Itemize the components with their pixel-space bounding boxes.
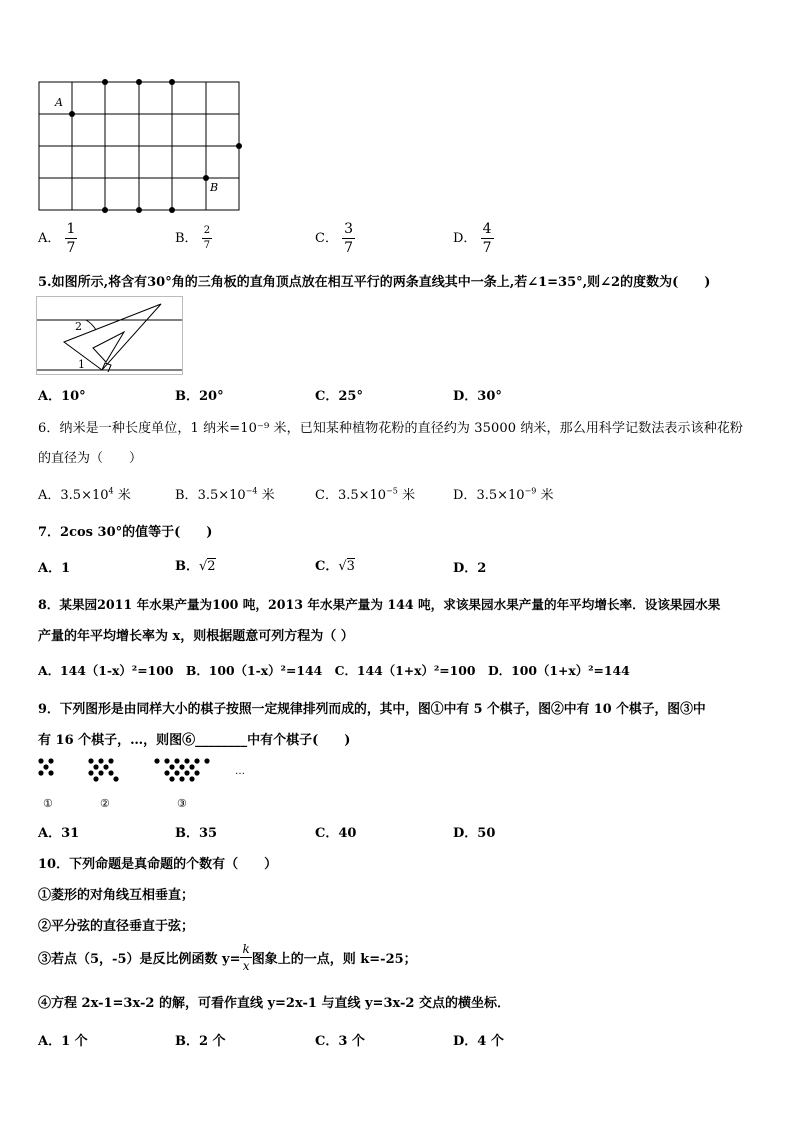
q9-option-a: A．31: [38, 826, 80, 841]
q9-stem-line2: 有 16 个棋子，…，则图⑥________中有个棋子( ): [38, 733, 351, 748]
q10-item-1: ①菱形的对角线互相垂直；: [38, 888, 195, 903]
q7-option-b: B．√2: [175, 559, 216, 574]
q10-item-2: ②平分弦的直径垂直于弦；: [38, 919, 195, 934]
chess-fig-label-3: ③: [177, 797, 187, 810]
chess-fig-label-1: ①: [43, 797, 53, 810]
q9-stem-line1: 9．下列图形是由同样大小的棋子按照一定规律排列而成的，其中，图①中有 5 个棋子，图②中有 10 个棋子，图③中: [38, 702, 706, 717]
q10-option-b: B．2 个: [175, 1034, 226, 1049]
angle-label-1: 1: [78, 358, 85, 371]
q7-option-c: C．√3: [315, 559, 355, 574]
angle-label-2: 2: [75, 320, 82, 333]
q9-option-b: B．35: [175, 826, 218, 841]
chess-fig-label-2: ②: [100, 797, 110, 810]
q8-stem-line1: 8．某果园2011 年水果产量为100 吨，2013 年水果产量为 144 吨，求该果园水果产量的年平均增长率．设该果园水果: [38, 597, 721, 612]
q10-option-a: A．1 个: [38, 1034, 88, 1049]
q5-option-c: C．25°: [315, 389, 363, 404]
q10-option-d: D．4 个: [453, 1034, 504, 1049]
grid-label-b: B: [210, 181, 219, 194]
chess-ellipsis: …: [235, 766, 245, 777]
q10-item-4: ④方程 2x-1=3x-2 的解，可看作直线 y=2x-1 与直线 y=3x-2 交点的横坐标．: [38, 996, 510, 1011]
q9-option-d: D．50: [453, 826, 496, 841]
q6-stem-line2: 的直径为（ ）: [38, 451, 143, 466]
q8-options: A．144（1-x）²=100 B．100（1-x）²=144 C．144（1+x）²=100 D．100（1+x）²=144: [38, 663, 630, 678]
q7-option-d: D．2: [453, 561, 487, 576]
q9-option-c: C．40: [315, 826, 357, 841]
q5-option-d: D．30°: [453, 389, 502, 404]
grid-label-a: A: [55, 96, 63, 109]
q5-option-b: B．20°: [175, 389, 224, 404]
q10-option-c: C．3 个: [315, 1034, 365, 1049]
q7-option-a: A．1: [38, 561, 71, 576]
q5-stem: 5.如图所示,将含有30°角的三角板的直角顶点放在相互平行的两条直线其中一条上,若∠1=35°,则∠2的度数为( ): [38, 275, 711, 290]
q8-stem-line2: 产量的年平均增长率为 x，则根据题意可列方程为（ ）: [38, 629, 354, 644]
triangle-ruler-figure: [36, 296, 184, 376]
q4-option-c: C． $\frac{3}{7}$: [315, 221, 354, 256]
q5-option-a: A．10°: [38, 389, 86, 404]
chess-pieces-figure: [36, 757, 256, 811]
q4-option-b: B． $\frac{2}{7}$: [175, 225, 211, 251]
q4-option-a: A． $\frac{1}{7}$: [38, 221, 76, 256]
q6-option-c: C．$3.5\times 10^{-5}$ 米: [315, 486, 415, 503]
q10-stem: 10．下列命题是真命题的个数有（ ）: [38, 857, 278, 872]
grid-figure: [36, 78, 246, 214]
q6-stem-line1: 6．纳米是一种长度单位，1 纳米=10⁻⁹ 米，已知某种植物花粉的直径约为 35000 纳米，那么用科学记数法表示该种花粉: [38, 421, 744, 436]
q10-item-3: ③若点（5，-5）是反比例函数 y= $\frac{k}{x}$ 图象上的一点，则 k=-25；: [38, 942, 417, 973]
q6-option-d: D．$3.5\times 10^{-9}$ 米: [453, 486, 554, 503]
q4-option-d: D． $\frac{4}{7}$: [453, 221, 492, 256]
q6-option-a: A．$3.5\times 10^4$ 米: [38, 486, 131, 503]
q7-stem: 7．2cos 30°的值等于( ): [38, 525, 213, 540]
q6-option-b: B．$3.5\times 10^{-4}$ 米: [175, 486, 275, 503]
